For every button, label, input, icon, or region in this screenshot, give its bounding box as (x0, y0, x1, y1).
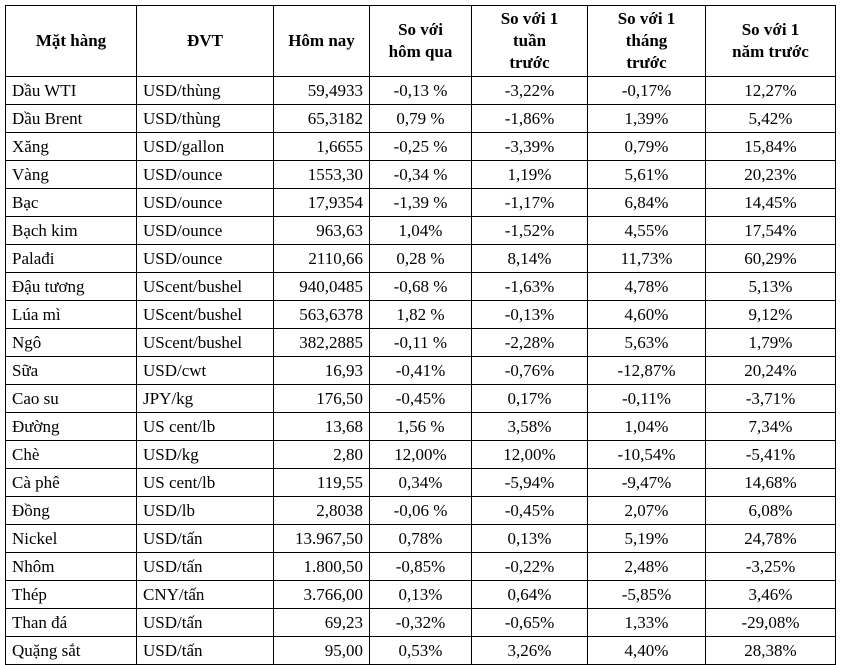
unit-cell: USD/gallon (137, 133, 274, 161)
header-vs-week (472, 6, 588, 77)
header-line: So với 1 (617, 9, 676, 28)
vs-yesterday-cell: 12,00% (370, 441, 472, 469)
vs-yesterday-cell: 0,28 % (370, 245, 472, 273)
vs-week-cell: -0,13% (472, 301, 588, 329)
vs-year-cell: -3,71% (706, 385, 836, 413)
item-name-cell: Vàng (6, 161, 137, 189)
today-price-cell: 940,0485 (274, 273, 370, 301)
table-row (6, 161, 836, 189)
today-price-cell: 16,93 (274, 357, 370, 385)
header-today (274, 6, 370, 77)
today-price-cell: 176,50 (274, 385, 370, 413)
vs-week-cell: -1,86% (472, 105, 588, 133)
unit-cell: USD/ounce (137, 245, 274, 273)
table-row (6, 441, 836, 469)
vs-month-cell: 11,73% (588, 245, 706, 273)
vs-week-cell: -3,39% (472, 133, 588, 161)
vs-yesterday-cell: -1,39 % (370, 189, 472, 217)
vs-month-cell: -10,54% (588, 441, 706, 469)
table-row (6, 637, 836, 665)
vs-week-cell: -0,45% (472, 497, 588, 525)
commodity-price-table (5, 5, 836, 665)
vs-yesterday-cell: 0,53% (370, 637, 472, 665)
vs-month-cell: 5,63% (588, 329, 706, 357)
table-row (6, 273, 836, 301)
header-line: trước (626, 53, 667, 72)
vs-year-cell: 5,42% (706, 105, 836, 133)
vs-yesterday-cell: -0,06 % (370, 497, 472, 525)
today-price-cell: 13.967,50 (274, 525, 370, 553)
unit-cell: USD/tấn (137, 637, 274, 665)
vs-week-cell: -1,63% (472, 273, 588, 301)
today-price-cell: 69,23 (274, 609, 370, 637)
vs-yesterday-cell: -0,25 % (370, 133, 472, 161)
today-price-cell: 2,80 (274, 441, 370, 469)
vs-year-cell: -3,25% (706, 553, 836, 581)
today-price-cell: 65,3182 (274, 105, 370, 133)
vs-year-cell: 1,79% (706, 329, 836, 357)
vs-month-cell: 0,79% (588, 133, 706, 161)
header-line: năm trước (732, 42, 809, 61)
vs-yesterday-cell: -0,13 % (370, 77, 472, 105)
vs-month-cell: -12,87% (588, 357, 706, 385)
header-line: tháng (625, 31, 668, 50)
item-name-cell: Cao su (6, 385, 137, 413)
today-price-cell: 563,6378 (274, 301, 370, 329)
vs-month-cell: -5,85% (588, 581, 706, 609)
header-line: Mặt hàng (35, 31, 107, 50)
vs-week-cell: -1,52% (472, 217, 588, 245)
header-line: So với (398, 20, 443, 39)
vs-month-cell: 4,60% (588, 301, 706, 329)
unit-cell: US cent/lb (137, 413, 274, 441)
vs-week-cell: -0,76% (472, 357, 588, 385)
table-row (6, 553, 836, 581)
header-line: hôm qua (388, 42, 453, 61)
unit-cell: USD/ounce (137, 189, 274, 217)
vs-yesterday-cell: -0,32% (370, 609, 472, 637)
vs-yesterday-cell: -0,11 % (370, 329, 472, 357)
table-row (6, 413, 836, 441)
unit-cell: USD/tấn (137, 553, 274, 581)
vs-yesterday-cell: -0,34 % (370, 161, 472, 189)
item-name-cell: Thép (6, 581, 137, 609)
vs-year-cell: 12,27% (706, 77, 836, 105)
header-unit (137, 6, 274, 77)
vs-year-cell: 14,68% (706, 469, 836, 497)
vs-week-cell: 3,58% (472, 413, 588, 441)
table-body (6, 77, 836, 665)
vs-year-cell: 15,84% (706, 133, 836, 161)
item-name-cell: Cà phê (6, 469, 137, 497)
item-name-cell: Bạch kim (6, 217, 137, 245)
vs-week-cell: 1,19% (472, 161, 588, 189)
item-name-cell: Xăng (6, 133, 137, 161)
today-price-cell: 2110,66 (274, 245, 370, 273)
vs-year-cell: 6,08% (706, 497, 836, 525)
table-row (6, 609, 836, 637)
table-row (6, 357, 836, 385)
table-row (6, 497, 836, 525)
unit-cell: USD/kg (137, 441, 274, 469)
table-row (6, 77, 836, 105)
item-name-cell: Nickel (6, 525, 137, 553)
vs-year-cell: 60,29% (706, 245, 836, 273)
vs-week-cell: -0,22% (472, 553, 588, 581)
vs-yesterday-cell: 1,56 % (370, 413, 472, 441)
table-row (6, 385, 836, 413)
vs-month-cell: 5,19% (588, 525, 706, 553)
header-line: ĐVT (187, 31, 223, 50)
vs-week-cell: -3,22% (472, 77, 588, 105)
vs-month-cell: 2,48% (588, 553, 706, 581)
vs-yesterday-cell: 0,78% (370, 525, 472, 553)
header-item (6, 6, 137, 77)
table-row (6, 581, 836, 609)
item-name-cell: Quặng sắt (6, 637, 137, 665)
vs-yesterday-cell: 0,79 % (370, 105, 472, 133)
unit-cell: USD/thùng (137, 105, 274, 133)
today-price-cell: 3.766,00 (274, 581, 370, 609)
unit-cell: CNY/tấn (137, 581, 274, 609)
item-name-cell: Đậu tương (6, 273, 137, 301)
table-row (6, 301, 836, 329)
vs-week-cell: -2,28% (472, 329, 588, 357)
vs-month-cell: 4,40% (588, 637, 706, 665)
today-price-cell: 59,4933 (274, 77, 370, 105)
item-name-cell: Nhôm (6, 553, 137, 581)
today-price-cell: 119,55 (274, 469, 370, 497)
vs-year-cell: -29,08% (706, 609, 836, 637)
vs-week-cell: -5,94% (472, 469, 588, 497)
today-price-cell: 13,68 (274, 413, 370, 441)
unit-cell: USD/tấn (137, 525, 274, 553)
vs-year-cell: 20,24% (706, 357, 836, 385)
today-price-cell: 17,9354 (274, 189, 370, 217)
vs-week-cell: 8,14% (472, 245, 588, 273)
unit-cell: USD/tấn (137, 609, 274, 637)
today-price-cell: 1.800,50 (274, 553, 370, 581)
unit-cell: UScent/bushel (137, 329, 274, 357)
table-row (6, 133, 836, 161)
today-price-cell: 382,2885 (274, 329, 370, 357)
vs-year-cell: 7,34% (706, 413, 836, 441)
vs-month-cell: -9,47% (588, 469, 706, 497)
vs-month-cell: 1,04% (588, 413, 706, 441)
unit-cell: UScent/bushel (137, 273, 274, 301)
today-price-cell: 2,8038 (274, 497, 370, 525)
table-row (6, 329, 836, 357)
vs-month-cell: 1,39% (588, 105, 706, 133)
vs-month-cell: 1,33% (588, 609, 706, 637)
vs-year-cell: 17,54% (706, 217, 836, 245)
header-line: Hôm nay (288, 31, 355, 50)
unit-cell: USD/thùng (137, 77, 274, 105)
vs-week-cell: -0,65% (472, 609, 588, 637)
header-vs-yesterday (370, 6, 472, 77)
vs-yesterday-cell: -0,45% (370, 385, 472, 413)
table-row (6, 105, 836, 133)
item-name-cell: Chè (6, 441, 137, 469)
today-price-cell: 95,00 (274, 637, 370, 665)
item-name-cell: Palađi (6, 245, 137, 273)
vs-week-cell: -1,17% (472, 189, 588, 217)
vs-year-cell: 14,45% (706, 189, 836, 217)
vs-week-cell: 0,64% (472, 581, 588, 609)
table-row (6, 469, 836, 497)
table-row (6, 525, 836, 553)
header-row (6, 6, 836, 77)
item-name-cell: Lúa mì (6, 301, 137, 329)
vs-year-cell: 20,23% (706, 161, 836, 189)
item-name-cell: Đường (6, 413, 137, 441)
header-line: So với 1 (741, 20, 800, 39)
header-vs-year (706, 6, 836, 77)
unit-cell: USD/cwt (137, 357, 274, 385)
unit-cell: USD/lb (137, 497, 274, 525)
item-name-cell: Ngô (6, 329, 137, 357)
vs-yesterday-cell: 0,34% (370, 469, 472, 497)
today-price-cell: 963,63 (274, 217, 370, 245)
vs-yesterday-cell: -0,68 % (370, 273, 472, 301)
item-name-cell: Sữa (6, 357, 137, 385)
table-row (6, 217, 836, 245)
today-price-cell: 1553,30 (274, 161, 370, 189)
vs-yesterday-cell: 0,13% (370, 581, 472, 609)
item-name-cell: Than đá (6, 609, 137, 637)
header-vs-month (588, 6, 706, 77)
vs-month-cell: 6,84% (588, 189, 706, 217)
vs-month-cell: -0,17% (588, 77, 706, 105)
item-name-cell: Dầu Brent (6, 105, 137, 133)
vs-year-cell: 3,46% (706, 581, 836, 609)
unit-cell: USD/ounce (137, 161, 274, 189)
vs-yesterday-cell: 1,82 % (370, 301, 472, 329)
vs-month-cell: 2,07% (588, 497, 706, 525)
header-line: trước (509, 53, 550, 72)
vs-year-cell: 28,38% (706, 637, 836, 665)
table-row (6, 189, 836, 217)
item-name-cell: Bạc (6, 189, 137, 217)
vs-week-cell: 0,13% (472, 525, 588, 553)
unit-cell: UScent/bushel (137, 301, 274, 329)
vs-week-cell: 12,00% (472, 441, 588, 469)
unit-cell: USD/ounce (137, 217, 274, 245)
item-name-cell: Đồng (6, 497, 137, 525)
unit-cell: US cent/lb (137, 469, 274, 497)
vs-week-cell: 3,26% (472, 637, 588, 665)
vs-month-cell: 4,78% (588, 273, 706, 301)
vs-month-cell: 4,55% (588, 217, 706, 245)
today-price-cell: 1,6655 (274, 133, 370, 161)
vs-yesterday-cell: -0,41% (370, 357, 472, 385)
header-line: So với 1 (500, 9, 559, 28)
vs-month-cell: 5,61% (588, 161, 706, 189)
vs-yesterday-cell: -0,85% (370, 553, 472, 581)
vs-year-cell: 5,13% (706, 273, 836, 301)
vs-month-cell: -0,11% (588, 385, 706, 413)
header-line: tuần (512, 31, 547, 50)
vs-year-cell: -5,41% (706, 441, 836, 469)
table-row (6, 245, 836, 273)
item-name-cell: Dầu WTI (6, 77, 137, 105)
vs-year-cell: 9,12% (706, 301, 836, 329)
vs-year-cell: 24,78% (706, 525, 836, 553)
vs-yesterday-cell: 1,04% (370, 217, 472, 245)
vs-week-cell: 0,17% (472, 385, 588, 413)
unit-cell: JPY/kg (137, 385, 274, 413)
